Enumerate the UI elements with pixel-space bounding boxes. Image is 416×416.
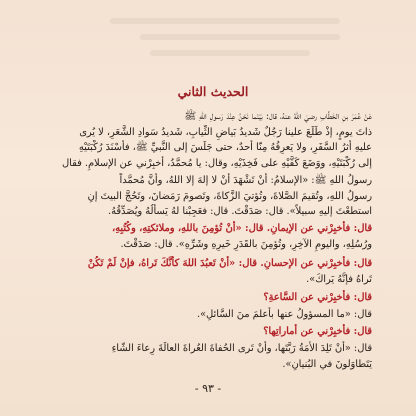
text-line: قال: فأخبِرْني عن الإحسانِ. قال: «أنْ تَعبُدَ اللهَ كأنَّكَ تَراهُ، فإنْ لَمْ تَكُنْ <box>87 258 372 269</box>
paragraph-answer-hour <box>54 307 372 323</box>
bleed-through <box>140 34 340 40</box>
bleed-through <box>150 50 310 56</box>
text-line: قال: «أنْ تَلِدَ الأَمَةُ رَبَّتَها، وأنْ تَرى الحُفاةَ العُراةَ العالَةَ رِعاءَ الشّاءِ <box>111 343 372 354</box>
text-line: قال: فأخبِرْني عن الإيمانِ. قال: «أنْ تُؤمِنَ باللهِ، وملائكتِهِ، وكُتُبِهِ، <box>111 223 372 234</box>
paragraph-intro <box>54 109 372 171</box>
paragraph-ihsan <box>54 256 372 287</box>
text-line: ورُسُلِهِ، واليومِ الآخِرِ، وتُؤمِنَ بالقَدَرِ خَيرِهِ وشَرِّهِ». قال: صَدَقْتَ. <box>120 238 372 250</box>
text-line: قال: فأخبِرْني عن أماراتِها؟ <box>263 326 372 337</box>
page-number: - ٩٣ - <box>194 382 222 395</box>
text-line: رسولُ اللهِ، وتُقيمَ الصَّلاةَ، وتُؤتيَ الزَّكاةَ، وتَصومَ رَمَضانَ، وتَحُجَّ البيتَ إنِ <box>87 190 372 202</box>
text-line: قال: «ما المسؤولُ عنها بأعلمَ منَ السَّائلِ». <box>196 309 372 320</box>
text-line: استطعْتَ إليهِ سبيلاً». قال: صَدَقْتَ. قال: فعَجِبْنا لهُ يَسألُهُ ويُصَدِّقُهُ. <box>107 206 372 217</box>
paragraph-islam <box>54 173 372 220</box>
bleed-through <box>110 18 340 24</box>
text-line: ذاتَ يومٍ، إذْ طَلَعَ علينا رَجُلٌ شَديدُ بَياضِ الثِّيابِ، شَديدُ سَوادِ الشَّعَرِ، لا يُرى <box>79 126 372 138</box>
paragraph-signs <box>54 324 372 340</box>
text-line: رسولُ اللهِ ﷺ: «الإسلامُ: أنْ تَشْهَدَ أنْ لا إلهَ إلا اللهُ، وأنَّ مُحمَّداً <box>119 175 372 186</box>
text-line: عَنْ عُمَرَ بنِ الخَطَّابِ رضيَ اللهُ عنهُ، قال: بَيْنَما نَحْنُ عِنْدَ رَسولِ اللهِ ﷺ <box>184 111 372 122</box>
hadith-heading: الحديث الثاني <box>177 84 249 99</box>
text-line: إلى رُكْبَتَيْهِ، ووَضَعَ كَفَّيْهِ على فَخِذَيْهِ، وقال: يا مُحمَّدُ، أخبِرْني عن الإسلامِ. فقال <box>62 157 372 169</box>
text-line: قال: فأخبِرْني عن السَّاعةِ؟ <box>263 292 372 303</box>
text-line: تَراهُ فإنَّهُ يَراكَ». <box>306 273 372 285</box>
text-line: يَتَطاوَلونَ في البُنيانِ». <box>282 358 372 370</box>
text-line: عليهِ أثرُ السَّفَرِ، ولا يَعرِفُهُ مِنّا أحدٌ، حتى جَلَسَ إلى النَّبيِّ ﷺ، فأسْنَدَ رُكْبَتَيْهِ <box>78 142 372 153</box>
paragraph-answer-signs <box>54 341 372 372</box>
paragraph-hour <box>54 290 372 306</box>
paragraph-iman <box>54 221 372 252</box>
